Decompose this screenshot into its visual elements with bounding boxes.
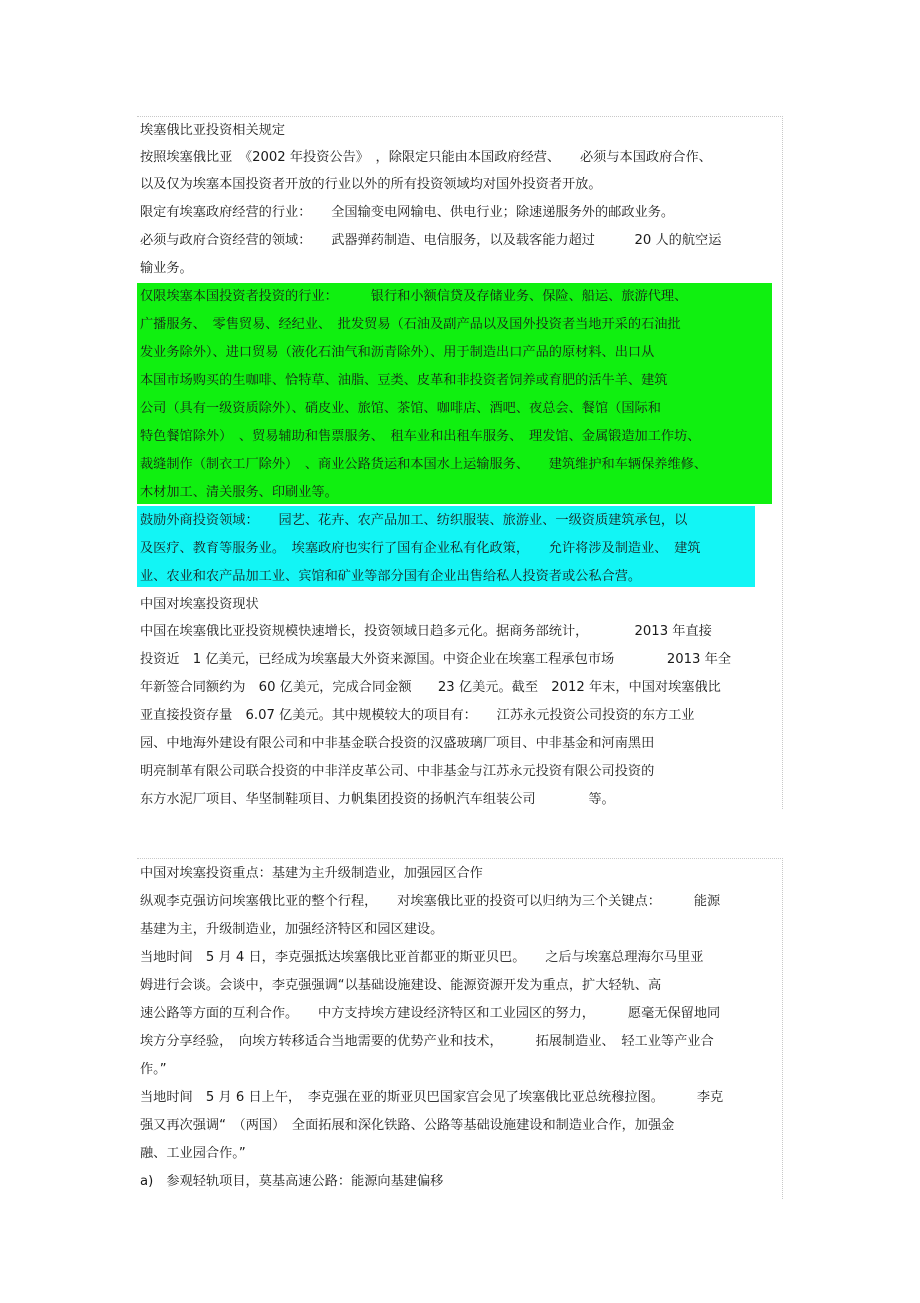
section-investment-focus (137, 858, 783, 1199)
section-title: 中国对埃塞投资重点：基建为主升级制造业，加强园区合作 (140, 866, 483, 881)
paragraph-line: 速公路等方面的互利合作。 中方支持埃方建设经济特区和工业园区的努力， 愿毫无保留地同 (140, 1006, 721, 1021)
paragraph-line: 必须与政府合资经营的领域： 武器弹药制造、电信服务，以及载客能力超过 20 人的航空运 (140, 233, 722, 248)
highlighted-line: 特色餐馆除外） 、贸易辅助和售票服务、 租车业和出租车服务、 理发馆、金属锻造加工作坊、 (140, 429, 701, 444)
highlighted-line: 公司（具有一级资质除外）、硝皮业、旅馆、茶馆、咖啡店、酒吧、夜总会、餐馆（国际和 (140, 401, 661, 416)
highlighted-line: 木材加工、清关服务、印刷业等。 (140, 485, 338, 500)
paragraph-line: 投资近 1 亿美元，已经成为埃塞最大外资来源国。中资企业在埃塞工程承包市场 2013 年全 (140, 652, 732, 667)
highlighted-line: 仅限埃塞本国投资者投资的行业： 银行和小额信贷及存储业务、保险、船运、旅游代理、 (140, 289, 688, 304)
paragraph-line: 当地时间 5 月 6 日上午， 李克强在亚的斯亚贝巴国家宫会见了埃塞俄比亚总统穆拉图。 李克 (140, 1090, 724, 1105)
paragraph-line: 中国在埃塞俄比亚投资规模快速增长，投资领域日趋多元化。据商务部统计， 2013 年直接 (140, 624, 712, 639)
paragraph-line: 按照埃塞俄比亚 《2002 年投资公告》 ，除限定只能由本国政府经营、 必须与本国政府合作、 (140, 150, 712, 165)
paragraph-line: 融、工业园合作。” (140, 1146, 246, 1161)
highlighted-line: 本国市场购买的生咖啡、恰特草、油脂、豆类、皮革和非投资者饲养或育肥的活牛羊、建筑 (140, 373, 668, 388)
highlighted-line: 广播服务、 零售贸易、经纪业、 批发贸易（石油及副产品以及国外投资者当地开采的石油批 (140, 317, 681, 332)
highlighted-line: 及医疗、教育等服务业。 埃塞政府也实行了国有企业私有化政策， 允许将涉及制造业、 建筑 (140, 541, 701, 556)
paragraph-line: 当地时间 5 月 4 日，李克强抵达埃塞俄比亚首都亚的斯亚贝巴。 之后与埃塞总理海尔马里亚 (140, 950, 704, 965)
paragraph-line: 纵观李克强访问埃塞俄比亚的整个行程， 对埃塞俄比亚的投资可以归纳为三个关键点： 能源 (140, 894, 721, 909)
paragraph-line: 明亮制革有限公司联合投资的中非洋皮革公司、中非基金与江苏永元投资有限公司投资的 (140, 764, 655, 779)
paragraph-line: 输业务。 (140, 261, 193, 276)
paragraph-line: 限定有埃塞政府经营的行业： 全国输变电网输电、供电行业；除速递服务外的邮政业务。 (140, 205, 675, 220)
paragraph-line: 东方水泥厂项目、华坚制鞋项目、力帆集团投资的扬帆汽车组装公司 等。 (140, 792, 615, 807)
paragraph-line: 作。” (140, 1062, 167, 1077)
paragraph-line: 埃方分享经验， 向埃方转移适合当地需要的优势产业和技术， 拓展制造业、 轻工业等产业合 (140, 1034, 714, 1049)
paragraph-line: 强又再次强调“ （两国） 全面拓展和深化铁路、公路等基础设施建设和制造业合作，加强金 (140, 1118, 675, 1133)
paragraph-line: 亚直接投资存量 6.07 亿美元。其中规模较大的项目有： 江苏永元投资公司投资的东方工业 (140, 708, 695, 723)
section-subtitle: 中国对埃塞投资现状 (140, 597, 259, 612)
paragraph-line: 姆进行会谈。会谈中，李克强强调“以基础设施建设、能源资源开发为重点，扩大轻轨、高 (140, 978, 662, 993)
highlighted-line: 业、农业和农产品加工业、宾馆和矿业等部分国有企业出售给私人投资者或公私合营。 (140, 569, 642, 584)
paragraph-line: 园、中地海外建设有限公司和中非基金联合投资的汉盛玻璃厂项目、中非基金和河南黑田 (140, 736, 655, 751)
highlighted-line: 鼓励外商投资领域： 园艺、花卉、农产品加工、纺织服装、旅游业、一级资质建筑承包，以 (140, 513, 688, 528)
highlighted-line: 发业务除外）、进口贸易（液化石油气和沥青除外）、用于制造出口产品的原材料、出口从 (140, 345, 655, 360)
list-item-heading: a) 参观轻轨项目，莫基高速公路：能源向基建偏移 (140, 1174, 444, 1189)
paragraph-line: 基建为主，升级制造业，加强经济特区和园区建设。 (140, 922, 444, 937)
paragraph-line: 年新签合同额约为 60 亿美元，完成合同金额 23 亿美元。截至 2012 年末，中国对埃塞俄比 (140, 680, 721, 695)
paragraph-line: 以及仅为埃塞本国投资者开放的行业以外的所有投资领域均对国外投资者开放。 (140, 177, 602, 192)
highlighted-line: 裁缝制作（制衣工厂除外） 、商业公路货运和本国水上运输服务、 建筑维护和车辆保养维修、 (140, 457, 708, 472)
section-title: 埃塞俄比亚投资相关规定 (140, 123, 286, 138)
section-investment-regulations (137, 116, 783, 809)
